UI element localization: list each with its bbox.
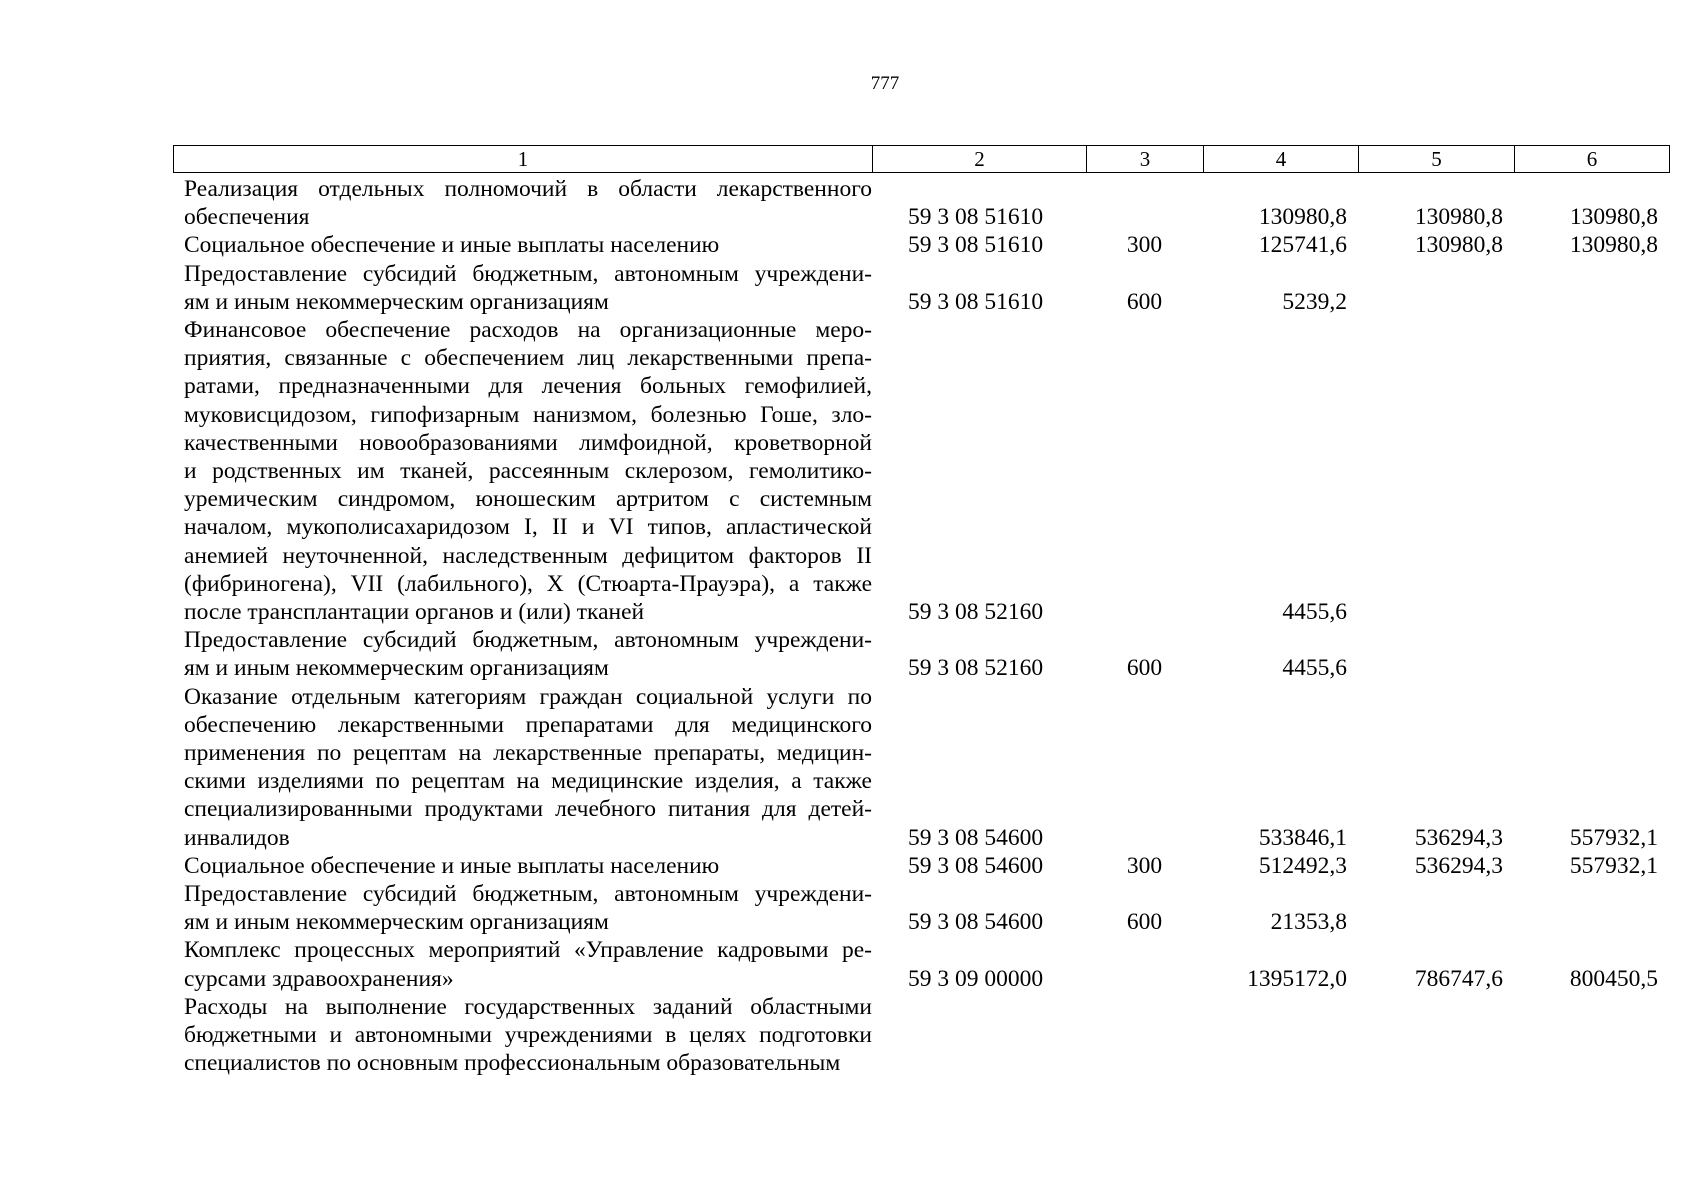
description-line: инвалидов [184,824,290,851]
row-value-col5: 786747,6 [1414,965,1503,992]
row-description [173,936,872,992]
table-row [173,852,1673,880]
header-col-3: 3 [1087,146,1204,173]
table-row [173,231,1673,259]
table-row [173,936,1673,992]
description-line: после трансплантации органов и (или) тканей [184,599,645,626]
description-line: специализированными продуктами лечебного питания для детей- [184,796,872,823]
description-line: Социальное обеспечение и иные выплаты населению [184,852,720,879]
row-type: 600 [1126,909,1163,936]
row-description [173,880,872,936]
row-value-col4: 533846,1 [1258,824,1347,851]
description-line: анемией неуточненной, наследственным дефицитом факторов II [184,542,872,569]
row-description [173,260,872,316]
description-line: ям и иным некоммерческим организациям [184,655,609,682]
description-line: началом, мукополисахаридозом I, II и VI типов, апластической [184,514,872,541]
description-line: Предоставление субсидий бюджетным, автономным учреждени- [184,260,872,287]
description-line: обеспечения [184,204,310,231]
row-value-col5: 130980,8 [1414,204,1503,231]
description-line: Оказание отдельным категориям граждан социальной услуги по [184,683,872,710]
row-value-col4: 1395172,0 [1247,965,1347,992]
description-line: (фибриногена), VII (лабильного), X (Стюарта-Прауэра), а также [184,570,872,597]
row-code: 59 3 08 52160 [908,599,1044,626]
table-row [173,993,1673,1078]
description-line: специалистов по основным профессиональным образовательным [184,1050,841,1077]
description-line: обеспечению лекарственными препаратами для медицинского [184,711,872,738]
row-value-col5: 536294,3 [1414,824,1503,851]
row-code: 59 3 08 51610 [908,204,1044,231]
header-col-4: 4 [1204,146,1359,173]
row-description [173,231,872,259]
row-description [173,993,872,1078]
row-type: 300 [1126,232,1163,259]
row-description [173,852,872,880]
row-code: 59 3 08 52160 [908,655,1044,682]
description-line: муковисцидозом, гипофизарным нанизмом, болезнью Гоше, зло- [184,401,872,428]
row-value-col6: 800450,5 [1569,965,1658,992]
description-line: ям и иным некоммерческим организациям [184,909,609,936]
row-value-col4: 130980,8 [1258,204,1347,231]
row-value-col6: 557932,1 [1569,824,1658,851]
row-value-col4: 21353,8 [1270,909,1347,936]
row-code: 59 3 08 51610 [908,232,1044,259]
table-row [173,260,1673,316]
description-line: ратами, предназначенными для лечения больных гемофилией, [184,373,872,400]
row-value-col4: 5239,2 [1282,288,1347,315]
description-line: сурсами здравоохранения» [184,965,454,992]
description-line: Реализация отдельных полномочий в области лекарственного [184,176,872,202]
row-value-col4: 512492,3 [1258,852,1347,879]
description-line: Социальное обеспечение и иные выплаты населению [184,232,720,259]
description-line: Финансовое обеспечение расходов на организационные меро- [184,317,872,344]
table-row [173,316,1673,626]
row-code: 59 3 08 51610 [908,288,1044,315]
description-line: скими изделиями по рецептам на медицинские изделия, а также [184,768,872,795]
description-line: качественными новообразованиями лимфоидной, кроветворной [184,429,872,456]
row-description [173,175,872,231]
row-description [173,683,872,852]
row-description [173,626,872,682]
description-line: ям и иным некоммерческим организациям [184,288,609,315]
row-code: 59 3 08 54600 [908,909,1044,936]
row-type: 600 [1126,655,1163,682]
description-line: Предоставление субсидий бюджетным, автономным учреждени- [184,881,872,908]
header-col-5: 5 [1359,146,1515,173]
table-row [173,880,1673,936]
row-type: 600 [1126,288,1163,315]
page-number: 777 [870,73,900,94]
row-value-col5: 130980,8 [1414,232,1503,259]
row-value-col6: 130980,8 [1569,204,1658,231]
description-line: применения по рецептам на лекарственные препараты, медицин- [184,740,872,767]
description-line: Комплекс процессных мероприятий «Управление кадровыми ре- [184,937,872,964]
description-line: Расходы на выполнение государственных заданий областными [184,993,872,1020]
table-row [173,626,1673,682]
row-value-col4: 4455,6 [1282,599,1347,626]
description-line: и родственных им тканей, рассеянным склерозом, гемолитико- [184,458,872,485]
table-row [173,683,1673,852]
row-value-col6: 130980,8 [1569,232,1658,259]
description-line: Предоставление субсидий бюджетным, автономным учреждени- [184,627,872,654]
header-col-6: 6 [1515,146,1670,173]
header-row [174,146,1670,173]
row-code: 59 3 09 00000 [908,965,1044,992]
row-code: 59 3 08 54600 [908,824,1044,851]
row-value-col4: 4455,6 [1282,655,1347,682]
table-header [173,145,1670,173]
table-body [173,175,1673,1078]
row-value-col5: 536294,3 [1414,852,1503,879]
row-type: 300 [1126,852,1163,879]
row-value-col6: 557932,1 [1569,852,1658,879]
description-line: приятия, связанные с обеспечением лиц лекарственными препа- [184,345,872,372]
description-line: бюджетными и автономными учреждениями в целях подготовки [184,1022,872,1049]
row-value-col4: 125741,6 [1258,232,1347,259]
row-description [173,316,872,626]
header-col-1: 1 [174,146,873,173]
row-code: 59 3 08 54600 [908,852,1044,879]
description-line: уремическим синдромом, юношеским артритом с системным [184,486,872,513]
table-row [173,175,1673,231]
header-col-2: 2 [873,146,1087,173]
